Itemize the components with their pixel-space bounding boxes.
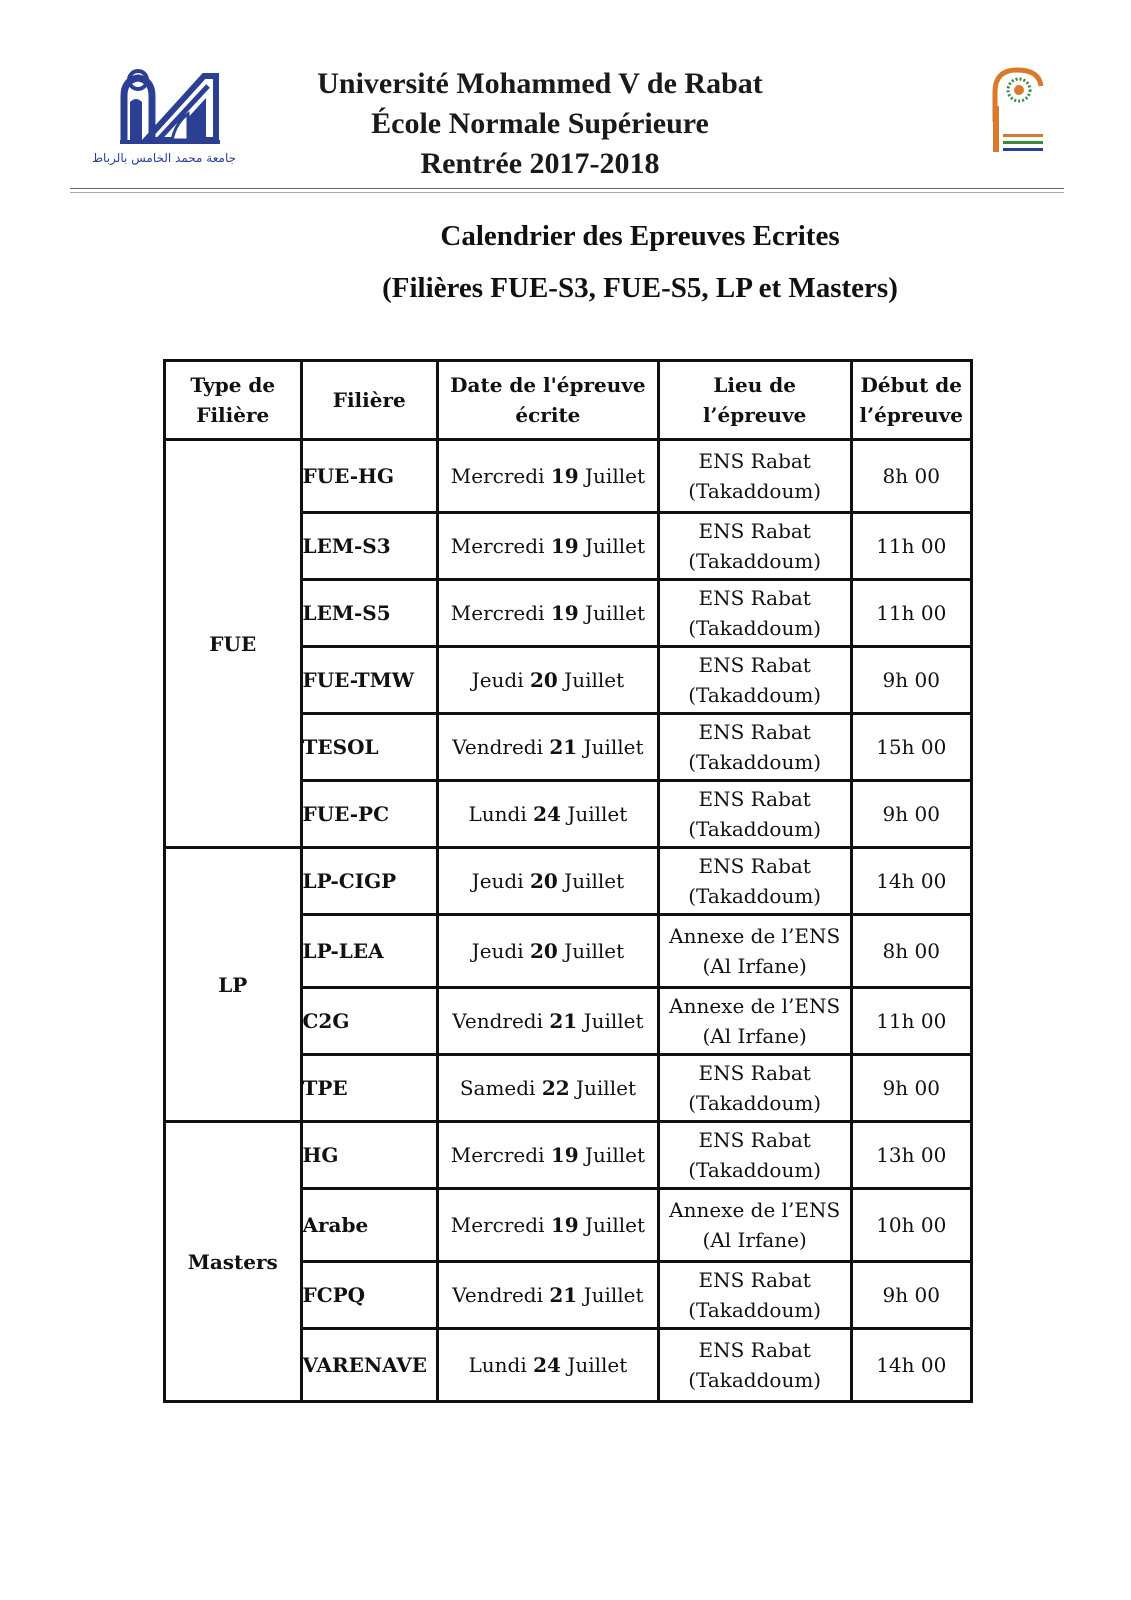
exam-location-cell — [658, 647, 851, 714]
date-month: Juillet — [564, 869, 625, 893]
date-day: Jeudi — [471, 939, 524, 963]
date-month: Juillet — [564, 939, 625, 963]
date-day: Jeudi — [471, 869, 524, 893]
school-name: École Normale Supérieure — [371, 107, 709, 140]
date-number: 21 — [549, 1283, 578, 1307]
exam-location-cell — [658, 848, 851, 915]
header-type-line1: Type de — [190, 373, 276, 397]
location-name: ENS Rabat — [698, 653, 811, 677]
date-month: Juillet — [567, 802, 628, 826]
university-name: Université Mohammed V de Rabat — [317, 67, 763, 100]
location-area: (Takaddoum) — [688, 750, 822, 774]
document-title: Calendrier des Epreuves Ecrites — [440, 220, 840, 252]
header-date-line1: Date de l'épreuve — [450, 373, 646, 397]
date-number: 19 — [550, 464, 579, 488]
university-logo-icon — [84, 62, 244, 172]
header-date-line2: écrite — [515, 403, 581, 427]
header-type-filiere — [165, 361, 302, 440]
date-number: 20 — [529, 939, 558, 963]
date-number: 19 — [550, 1143, 579, 1167]
start-time-cell: 9h 00 — [851, 647, 971, 714]
filiere-cell: FUE-PC — [301, 781, 438, 848]
header-date — [438, 361, 659, 440]
exam-location-cell — [658, 580, 851, 647]
exam-date-cell — [438, 915, 659, 988]
header-lieu — [658, 361, 851, 440]
location-area: (Takaddoum) — [688, 549, 822, 573]
start-time-cell: 9h 00 — [851, 1262, 971, 1329]
filiere-cell: LP-CIGP — [301, 848, 438, 915]
ens-logo-icon — [985, 62, 1049, 162]
table-row — [165, 440, 972, 513]
date-day: Lundi — [468, 1353, 527, 1377]
exam-location-cell — [658, 1189, 851, 1262]
date-day: Jeudi — [471, 668, 524, 692]
table-row — [165, 848, 972, 915]
date-day: Mercredi — [450, 1143, 545, 1167]
date-day: Mercredi — [450, 1213, 545, 1237]
filiere-cell: FCPQ — [301, 1262, 438, 1329]
location-area: (Al Irfane) — [702, 1228, 807, 1252]
start-time-cell: 8h 00 — [851, 915, 971, 988]
date-number: 19 — [550, 601, 579, 625]
exam-location-cell — [658, 714, 851, 781]
date-month: Juillet — [576, 1076, 636, 1100]
location-area: (Al Irfane) — [702, 954, 807, 978]
exam-date-cell — [438, 1055, 659, 1122]
date-day: Mercredi — [450, 534, 545, 558]
location-area: (Takaddoum) — [688, 479, 822, 503]
start-time-cell: 9h 00 — [851, 1055, 971, 1122]
location-area: (Takaddoum) — [688, 1158, 822, 1182]
location-name: ENS Rabat — [698, 1268, 811, 1292]
location-area: (Takaddoum) — [688, 616, 822, 640]
filiere-cell: LP-LEA — [301, 915, 438, 988]
document-subtitle: (Filières FUE-S3, FUE-S5, LP et Masters) — [382, 272, 898, 304]
date-number: 20 — [529, 869, 558, 893]
date-month: Juillet — [585, 464, 645, 488]
exam-location-cell — [658, 1262, 851, 1329]
start-time-cell: 11h 00 — [851, 580, 971, 647]
filiere-type-cell: FUE — [165, 440, 302, 848]
header-debut-line1: Début de — [860, 373, 963, 397]
academic-year: Rentrée 2017-2018 — [420, 147, 660, 180]
start-time-cell: 9h 00 — [851, 781, 971, 848]
exam-date-cell — [438, 1189, 659, 1262]
location-name: ENS Rabat — [698, 854, 811, 878]
filiere-cell: TESOL — [301, 714, 438, 781]
filiere-type-cell: LP — [165, 848, 302, 1122]
exam-date-cell — [438, 647, 659, 714]
date-month: Juillet — [567, 1353, 628, 1377]
date-number: 24 — [533, 1353, 561, 1377]
filiere-cell: LEM-S3 — [301, 513, 438, 580]
exam-date-cell — [438, 848, 659, 915]
location-name: ENS Rabat — [698, 519, 811, 543]
date-day: Vendredi — [452, 1283, 543, 1307]
start-time-cell: 10h 00 — [851, 1189, 971, 1262]
location-name: ENS Rabat — [698, 449, 811, 473]
exam-date-cell — [438, 580, 659, 647]
location-name: ENS Rabat — [698, 787, 811, 811]
location-area: (Takaddoum) — [688, 1298, 822, 1322]
location-name: Annexe de l’ENS — [669, 1198, 841, 1222]
location-name: ENS Rabat — [698, 1128, 811, 1152]
date-number: 24 — [533, 802, 561, 826]
date-month: Juillet — [583, 1009, 644, 1033]
exam-location-cell — [658, 915, 851, 988]
start-time-cell: 11h 00 — [851, 513, 971, 580]
filiere-cell: HG — [301, 1122, 438, 1189]
header-divider-thin — [70, 192, 1064, 193]
filiere-cell: Arabe — [301, 1189, 438, 1262]
location-name: ENS Rabat — [698, 720, 811, 744]
exam-location-cell — [658, 513, 851, 580]
location-area: (Takaddoum) — [688, 1091, 822, 1115]
location-area: (Al Irfane) — [702, 1024, 807, 1048]
header-debut — [851, 361, 971, 440]
date-day: Samedi — [459, 1076, 536, 1100]
exam-schedule-table — [163, 359, 973, 1403]
start-time-cell: 15h 00 — [851, 714, 971, 781]
university-logo — [84, 62, 244, 172]
header-filiere: Filière — [301, 361, 438, 440]
exam-date-cell — [438, 1122, 659, 1189]
exam-date-cell — [438, 714, 659, 781]
location-area: (Takaddoum) — [688, 817, 822, 841]
start-time-cell: 8h 00 — [851, 440, 971, 513]
exam-date-cell — [438, 440, 659, 513]
table-body — [165, 440, 972, 1402]
date-number: 19 — [550, 1213, 579, 1237]
date-number: 22 — [541, 1076, 570, 1100]
start-time-cell: 11h 00 — [851, 988, 971, 1055]
ens-logo — [985, 62, 1049, 162]
table-row — [165, 1122, 972, 1189]
date-month: Juillet — [585, 601, 645, 625]
start-time-cell: 13h 00 — [851, 1122, 971, 1189]
date-number: 21 — [549, 1009, 578, 1033]
exam-location-cell — [658, 1055, 851, 1122]
location-area: (Takaddoum) — [688, 683, 822, 707]
date-day: Vendredi — [452, 735, 543, 759]
filiere-type-cell: Masters — [165, 1122, 302, 1402]
exam-location-cell — [658, 1122, 851, 1189]
exam-location-cell — [658, 440, 851, 513]
date-month: Juillet — [585, 1213, 645, 1237]
location-name: ENS Rabat — [698, 586, 811, 610]
date-number: 21 — [549, 735, 578, 759]
filiere-cell: C2G — [301, 988, 438, 1055]
date-month: Juillet — [585, 534, 645, 558]
date-day: Vendredi — [452, 1009, 543, 1033]
date-month: Juillet — [564, 668, 625, 692]
exam-location-cell — [658, 781, 851, 848]
location-area: (Takaddoum) — [688, 884, 822, 908]
date-month: Juillet — [583, 1283, 644, 1307]
filiere-cell: LEM-S5 — [301, 580, 438, 647]
filiere-cell: VARENAVE — [301, 1329, 438, 1402]
header-divider — [70, 188, 1064, 189]
location-name: ENS Rabat — [698, 1061, 811, 1085]
exam-date-cell — [438, 781, 659, 848]
header-type-line2: Filière — [196, 403, 270, 427]
exam-location-cell — [658, 1329, 851, 1402]
filiere-cell: FUE-TMW — [301, 647, 438, 714]
date-day: Lundi — [468, 802, 527, 826]
start-time-cell: 14h 00 — [851, 1329, 971, 1402]
date-day: Mercredi — [450, 601, 545, 625]
exam-date-cell — [438, 988, 659, 1055]
date-month: Juillet — [585, 1143, 645, 1167]
location-name: Annexe de l’ENS — [669, 994, 841, 1018]
exam-location-cell — [658, 988, 851, 1055]
header-lieu-line1: Lieu de — [713, 373, 796, 397]
date-day: Mercredi — [450, 464, 545, 488]
header-lieu-line2: l’épreuve — [702, 403, 807, 427]
date-number: 20 — [529, 668, 558, 692]
header-debut-line2: l’épreuve — [859, 403, 963, 427]
exam-date-cell — [438, 1329, 659, 1402]
filiere-cell: FUE-HG — [301, 440, 438, 513]
date-month: Juillet — [583, 735, 644, 759]
location-area: (Takaddoum) — [688, 1368, 822, 1392]
location-name: Annexe de l’ENS — [669, 924, 841, 948]
table-header-row — [165, 361, 972, 440]
date-number: 19 — [550, 534, 579, 558]
filiere-cell: TPE — [301, 1055, 438, 1122]
exam-date-cell — [438, 1262, 659, 1329]
exam-date-cell — [438, 513, 659, 580]
logo-arabic-text: جامعة محمد الخامس بالرباط — [91, 151, 237, 165]
start-time-cell: 14h 00 — [851, 848, 971, 915]
location-name: ENS Rabat — [698, 1338, 811, 1362]
